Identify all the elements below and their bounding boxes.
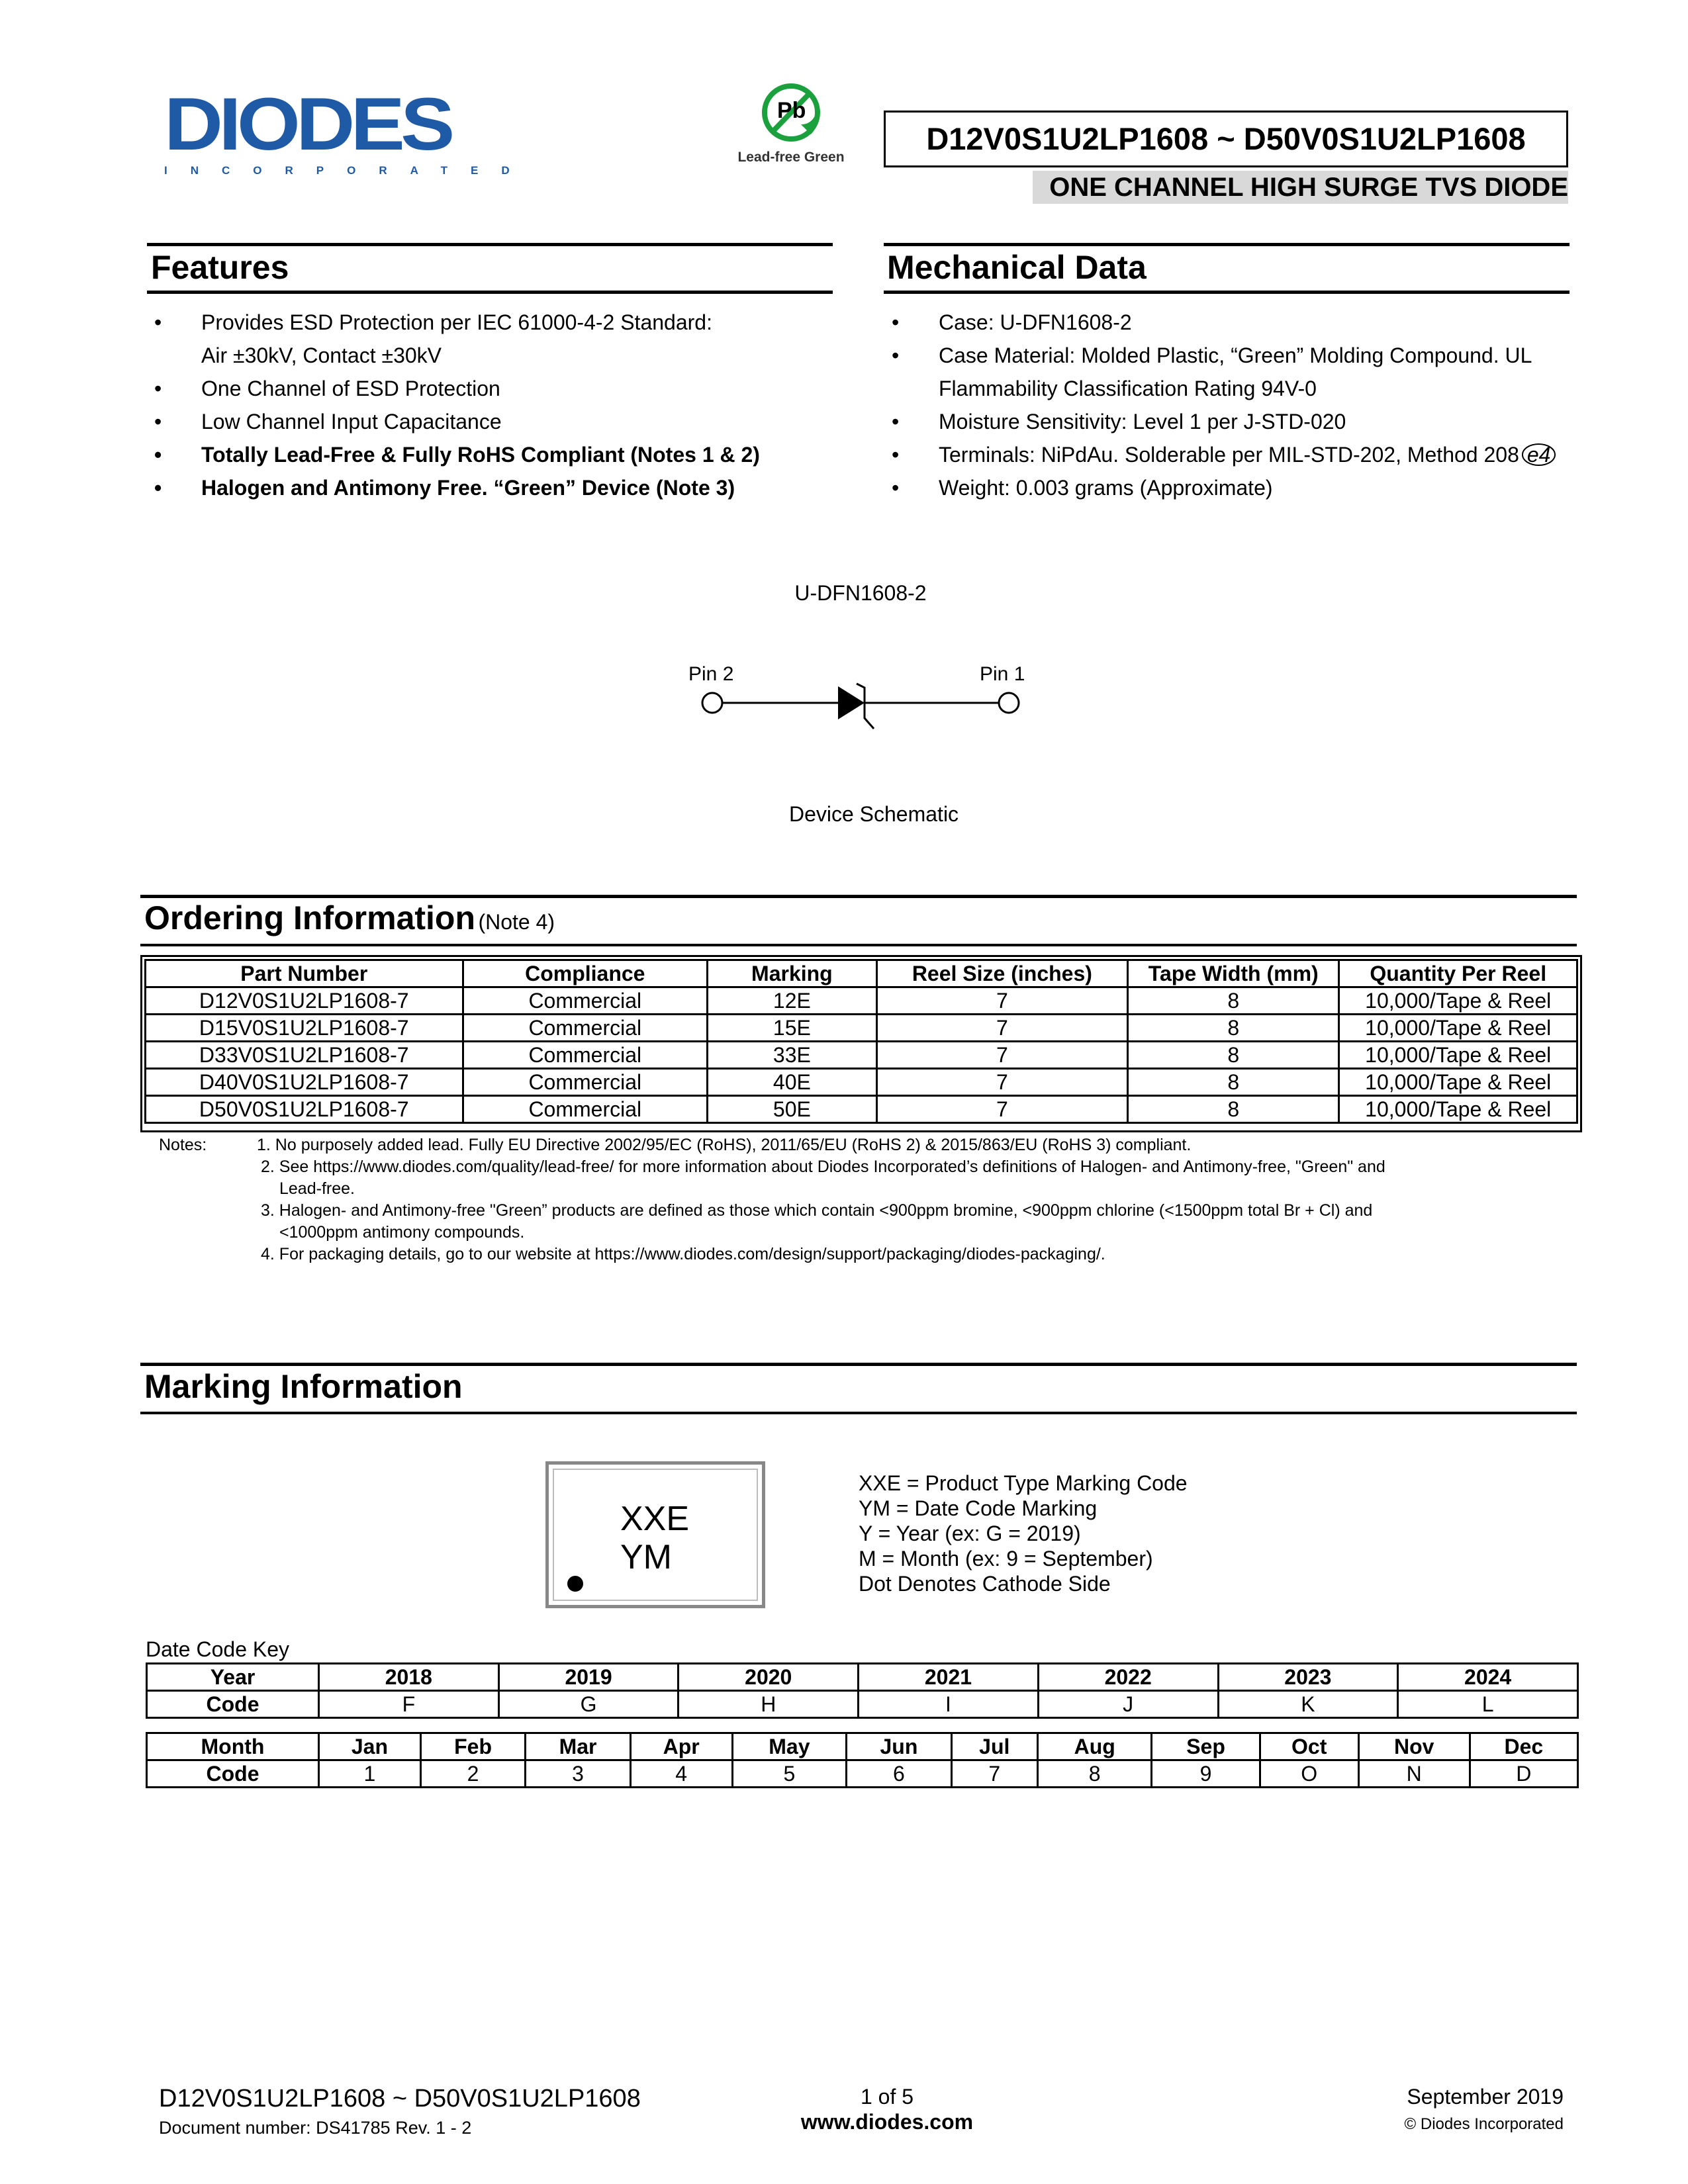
footer-copyright: © Diodes Incorporated [1404,2115,1564,2133]
col-marking: Marking [708,960,877,987]
mechanical-bottom-rule [884,291,1570,294]
table-cell: 50E [708,1096,877,1123]
mechanical-title: Mechanical Data [887,249,1147,286]
note-4: 4. For packaging details, go to our website at https://www.diodes.com/design/support/packaging/diodes-packaging/. [261,1245,1105,1263]
ordering-title: Ordering Information [144,899,475,936]
marking-title: Marking Information [144,1368,463,1405]
table-cell: G [498,1691,679,1718]
table-cell: 8 [1128,1096,1339,1123]
pin1-terminal [999,693,1019,713]
table-cell: F [319,1691,499,1718]
table-cell: D50V0S1U2LP1608-7 [146,1096,463,1123]
legend-line: M = Month (ex: 9 = September) [859,1547,1153,1570]
ordering-heading [144,899,555,937]
table-row [147,1691,1578,1718]
table-row [146,1069,1577,1096]
table-cell: D [1470,1760,1577,1788]
table-cell: D12V0S1U2LP1608-7 [146,987,463,1015]
pb-symbol: Pb [777,98,806,123]
table-cell: Aug [1037,1733,1152,1760]
list-item: • Totally Lead-Free & Fully RoHS Compliant (Notes 1 & 2) [151,438,839,471]
table-cell: Jul [951,1733,1037,1760]
table-cell: D33V0S1U2LP1608-7 [146,1042,463,1069]
table-cell: 2024 [1398,1664,1578,1691]
list-item: • Case: U-DFN1608-2 [888,306,1590,339]
footer-part-range: D12V0S1U2LP1608 ~ D50V0S1U2LP1608 [159,2085,641,2113]
note-2: 2. See https://www.diodes.com/quality/lead-free/ for more information about Diodes Incorporated’s definitions of Halogen- and Antimony-free, "Green" and [261,1158,1385,1176]
footer-website[interactable]: www.diodes.com [800,2110,974,2134]
legend-line: Y = Year (ex: G = 2019) [859,1522,1081,1545]
footer-doc-number: Document number: DS41785 Rev. 1 - 2 [159,2118,472,2138]
table-cell: 7 [876,1096,1127,1123]
table-cell: 2 [420,1760,525,1788]
features-list [151,306,839,504]
month-code-table [146,1732,1579,1788]
list-item: • One Channel of ESD Protection [151,372,839,405]
table-cell: 2021 [859,1664,1039,1691]
table-cell: Commercial [463,1015,708,1042]
marking-top-rule [140,1363,1577,1366]
diodes-logo [164,83,533,177]
note-3-cont: <1000ppm antimony compounds. [279,1223,525,1242]
features-bottom-rule [147,291,833,294]
terminals-text: Terminals: NiPdAu. Solderable per MIL-STD-202, Method 208 [939,443,1519,467]
table-cell: 9 [1152,1760,1260,1788]
col-qty-per-reel: Quantity Per Reel [1339,960,1577,987]
diode-triangle [838,686,865,719]
table-cell: 12E [708,987,877,1015]
list-item: • Weight: 0.003 grams (Approximate) [888,471,1590,504]
col-reel-size: Reel Size (inches) [876,960,1127,987]
ordering-top-rule [140,895,1577,898]
features-title: Features [151,249,289,286]
marking-legend [859,1471,1188,1596]
table-cell: Apr [630,1733,732,1760]
footer-page-number: 1 of 5 [860,2085,914,2109]
list-item: Air ±30kV, Contact ±30kV [201,343,442,367]
product-subtitle: ONE CHANNEL HIGH SURGE TVS DIODE [1033,171,1568,204]
mechanical-list [888,306,1590,504]
table-cell: Feb [420,1733,525,1760]
table-cell: J [1038,1691,1218,1718]
year-row-label: Year [147,1664,319,1691]
list-item: • Low Channel Input Capacitance [151,405,839,438]
package-label: U-DFN1608-2 [794,581,927,605]
table-cell: Commercial [463,1042,708,1069]
note-1: 1. No purposely added lead. Fully EU Directive 2002/95/EC (RoHS), 2011/65/EU (RoHS 2) & 2015/863/EU (RoHS 3) compliant. [257,1136,1192,1154]
table-row [147,1664,1578,1691]
table-row [147,1733,1578,1760]
lead-free-green-badge [728,78,861,171]
schematic-caption: Device Schematic [788,802,959,826]
table-cell: D40V0S1U2LP1608-7 [146,1069,463,1096]
table-cell: 40E [708,1069,877,1096]
list-item: • Halogen and Antimony Free. “Green” Device (Note 3) [151,471,839,504]
table-cell: 10,000/Tape & Reel [1339,1096,1577,1123]
table-cell: 7 [951,1760,1037,1788]
table-cell: 8 [1128,1042,1339,1069]
list-item: • Provides ESD Protection per IEC 61000-4-2 Standard: [151,306,839,339]
table-cell: 2019 [498,1664,679,1691]
col-part-number: Part Number [146,960,463,987]
part-range-box [884,111,1568,167]
table-header-row [146,960,1577,987]
table-cell: Jun [847,1733,951,1760]
code-row-label: Code [147,1691,319,1718]
table-cell: 10,000/Tape & Reel [1339,987,1577,1015]
table-cell: Dec [1470,1733,1577,1760]
table-cell: N [1358,1760,1470,1788]
table-cell: 4 [630,1760,732,1788]
note-3: 3. Halogen- and Antimony-free "Green” products are defined as those which contain <900ppm bromine, <900ppm chlorine (<1500ppm total Br + Cl) and [261,1201,1373,1220]
lead-free-label: Lead-free Green [737,150,845,165]
legend-line: Dot Denotes Cathode Side [859,1572,1111,1596]
cathode-dot [567,1576,583,1592]
ordering-bottom-rule [140,944,1577,946]
table-cell: I [859,1691,1039,1718]
table-cell: 10,000/Tape & Reel [1339,1042,1577,1069]
table-cell: 10,000/Tape & Reel [1339,1069,1577,1096]
e4-mark: e4 [1522,443,1556,466]
pin2-label: Pin 2 [688,663,734,685]
date-code-key-label: Date Code Key [146,1637,290,1661]
table-cell: 7 [876,987,1127,1015]
footer-date: September 2019 [1407,2085,1564,2109]
table-row [146,1096,1577,1123]
part-range-title: D12V0S1U2LP1608 ~ D50V0S1U2LP1608 [926,121,1526,156]
table-cell: 3 [526,1760,631,1788]
table-cell: 1 [319,1760,421,1788]
table-cell: May [732,1733,847,1760]
chip-line-2: YM [620,1538,672,1576]
table-cell: 8 [1128,1069,1339,1096]
table-cell: 7 [876,1042,1127,1069]
list-item: • Case Material: Molded Plastic, “Green” Molding Compound. UL [888,339,1590,372]
table-cell: Commercial [463,1096,708,1123]
col-compliance: Compliance [463,960,708,987]
table-cell: 33E [708,1042,877,1069]
ordering-notes [257,1134,1587,1265]
list-item [888,438,1590,471]
month-row-label: Month [147,1733,319,1760]
table-cell: Mar [526,1733,631,1760]
table-cell: Commercial [463,1069,708,1096]
table-row [146,1015,1577,1042]
col-tape-width: Tape Width (mm) [1128,960,1339,987]
table-cell: 5 [732,1760,847,1788]
table-cell: 7 [876,1015,1127,1042]
logo-subtext: INCORPORATED [164,164,533,177]
list-item: Flammability Classification Rating 94V-0 [939,377,1317,400]
pin1-label: Pin 1 [980,663,1025,685]
note-2-cont: Lead-free. [279,1179,355,1198]
chip-marking-diagram [545,1461,765,1608]
table-cell: Oct [1260,1733,1358,1760]
table-cell: 7 [876,1069,1127,1096]
table-cell: 2020 [679,1664,859,1691]
mechanical-top-rule [884,243,1570,246]
table-cell: H [679,1691,859,1718]
features-top-rule [147,243,833,246]
table-cell: 6 [847,1760,951,1788]
table-cell: 2022 [1038,1664,1218,1691]
table-cell: Jan [319,1733,421,1760]
table-row [147,1760,1578,1788]
table-cell: K [1218,1691,1398,1718]
table-cell: Nov [1358,1733,1470,1760]
year-code-table [146,1662,1579,1719]
ordering-note-ref: (Note 4) [478,910,555,934]
ordering-table [144,959,1578,1124]
table-cell: 8 [1128,1015,1339,1042]
notes-label: Notes: [159,1136,207,1154]
code-row-label: Code [147,1760,319,1788]
table-row [146,987,1577,1015]
table-cell: O [1260,1760,1358,1788]
table-cell: L [1398,1691,1578,1718]
legend-line: YM = Date Code Marking [859,1496,1098,1520]
chip-line-1: XXE [620,1500,690,1538]
table-cell: Commercial [463,987,708,1015]
table-cell: Sep [1152,1733,1260,1760]
table-cell: D15V0S1U2LP1608-7 [146,1015,463,1042]
table-cell: 15E [708,1015,877,1042]
table-cell: 2018 [319,1664,499,1691]
pin2-terminal [702,693,722,713]
legend-line: XXE = Product Type Marking Code [859,1471,1188,1495]
logo-wordmark: DIODES [164,83,451,165]
table-cell: 8 [1128,987,1339,1015]
list-item: • Moisture Sensitivity: Level 1 per J-STD-020 [888,405,1590,438]
table-row [146,1042,1577,1069]
table-cell: 10,000/Tape & Reel [1339,1015,1577,1042]
table-cell: 2023 [1218,1664,1398,1691]
marking-bottom-rule [140,1412,1577,1414]
table-cell: 8 [1037,1760,1152,1788]
tvs-diode-schematic [688,678,1033,745]
